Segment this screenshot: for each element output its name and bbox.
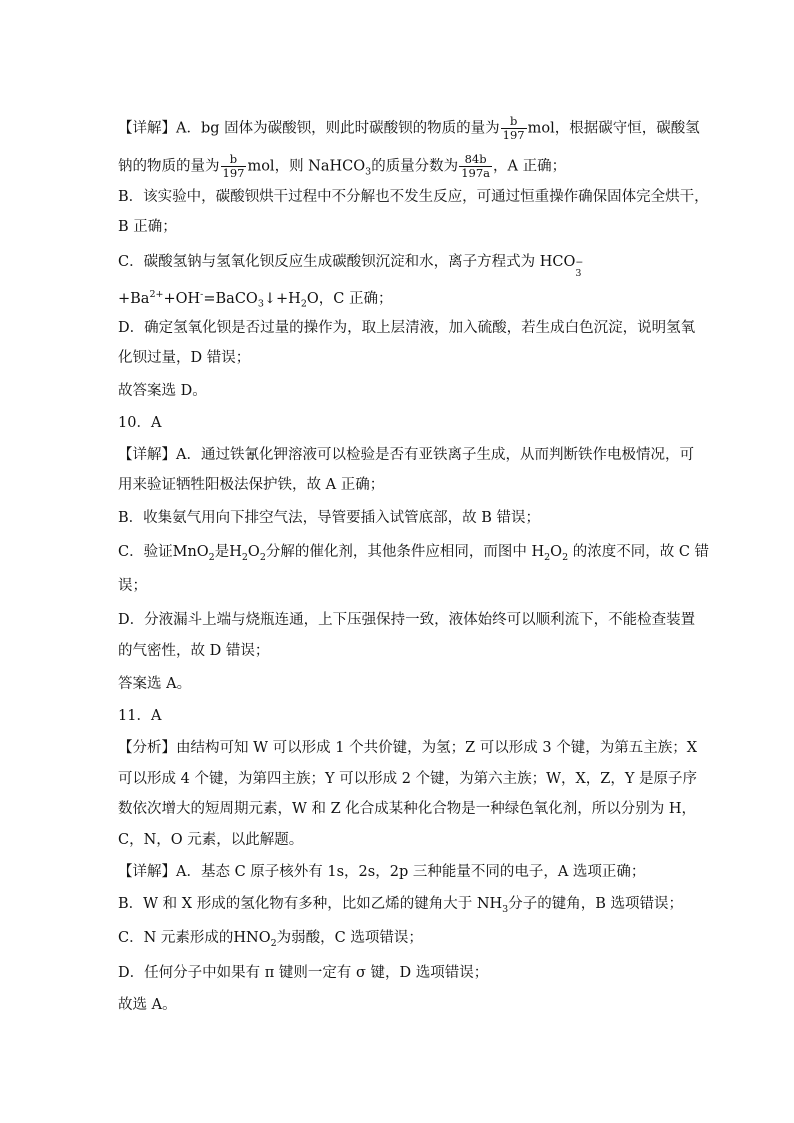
text-line: C．验证MnO$_2$是$H_2O_2$分解的催化剂，其他条件应相同，而图中 $H_2O_2$ 的浓度不同，故 C 错 (118, 544, 710, 563)
text-line: 数依次增大的短周期元素，W 和 Z 化合成某种化合物是一种绿色氧化剂，所以分别为 H， (118, 801, 697, 817)
fraction: $\frac{84b}{197a}$ (461, 152, 490, 181)
text-line: 答案选 A。 (118, 676, 192, 692)
text-line: 误； (118, 578, 147, 594)
para-detail-9-line2: 钠的物质的量为 $\frac{b}{197}$ mol，则 NaHCO$_3$的质量分数为 $\frac{84b}{197a}$ ，A 正确； (118, 152, 567, 181)
text-line: 【详解】A．基态 C 原子核外有 1s，2s，2p 三种能量不同的电子，A 选项正确； (118, 864, 646, 880)
para-detail-9-line1: 【详解】A．bg 固体为碳酸钡，则此时碳酸钡的物质的量为 $\frac{b}{197}$ mol，根据碳守恒，碳酸氢 (118, 114, 700, 143)
question-number: 10．A (118, 415, 162, 431)
fraction: $\frac{b}{197}$ (502, 114, 525, 143)
text-line: C．碳酸氢钠与氢氧化钡反应生成碳酸钡沉淀和水，离子方程式为 HCO − 3 (118, 254, 584, 279)
text-line: B．收集氨气用向下排空气法，导管要插入试管底部，故 B 错误； (118, 510, 541, 526)
text-line: 【分析】由结构可知 W 可以形成 1 个共价键，为氢；Z 可以形成 3 个键，为第五主族；X (118, 740, 698, 756)
text-line: 可以形成 4 个键，为第四主族；Y 可以形成 2 个键，为第六主族；W，X，Z，Y 是原子序 (118, 771, 698, 787)
text-line: D．分液漏斗上端与烧瓶连通，上下压强保持一致，液体始终可以顺利流下，不能检查装置 (118, 612, 696, 628)
text-line: D．任何分子中如果有 π 键则一定有 σ 键，D 选项错误； (118, 965, 489, 981)
text-line: B．该实验中，碳酸钡烘干过程中不分解也不发生反应，可通过恒重操作确保固体完全烘干， (118, 189, 709, 205)
text-line: 用来验证牺牲阳极法保护铁，故 A 正确； (118, 477, 385, 493)
text-line: C．N 元素形成的$HNO_2$为弱酸，C 选项错误； (118, 930, 423, 949)
question-number: 11．A (118, 708, 162, 724)
text-line: 故选 A。 (118, 997, 177, 1013)
text-line: C，N，O 元素，以此解题。 (118, 832, 304, 848)
text-line: B．W 和 X 形成的氢化物有多种，比如乙烯的键角大于 $NH_3$分子的键角，B 选项错误； (118, 896, 683, 915)
text-line: 化钡过量，D 错误； (118, 350, 251, 366)
fraction: $\frac{b}{197}$ (222, 152, 245, 181)
text-line: 故答案选 D。 (118, 383, 207, 399)
text-line: 的气密性，故 D 错误； (118, 643, 270, 659)
text-line: $+Ba^{2+}+OH^-=BaCO_3↓+H_2O$，C 正确； (118, 289, 393, 310)
text-line: B 正确； (118, 219, 177, 235)
text-line: D．确定氢氧化钡是否过量的操作为，取上层清液，加入硫酸，若生成白色沉淀，说明氢氧 (118, 320, 696, 336)
text-line: 【详解】A．通过铁氰化钾溶液可以检验是否有亚铁离子生成，从而判断铁作电极情况，可 (118, 447, 694, 463)
